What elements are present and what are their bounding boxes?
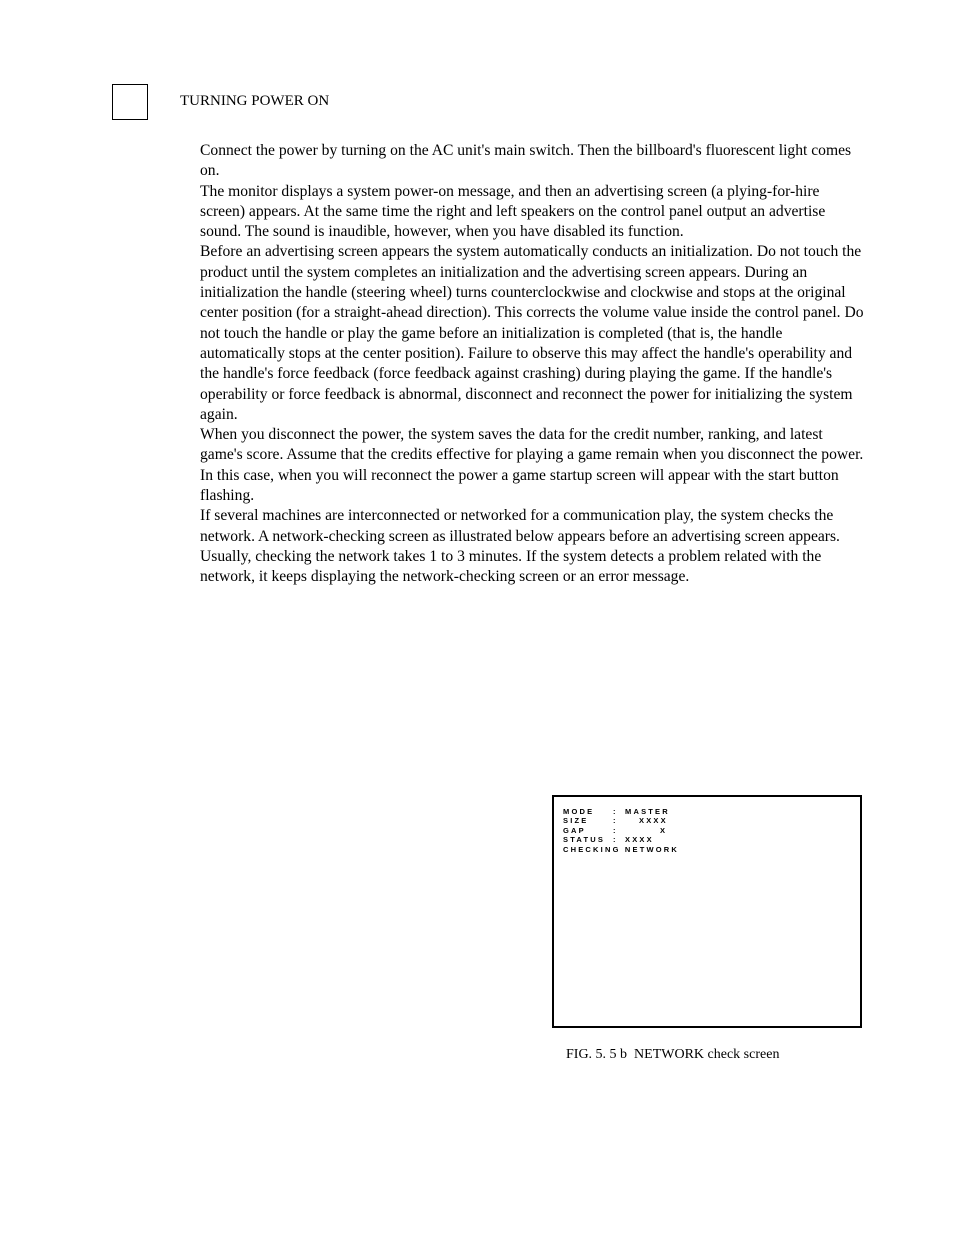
paragraph-advertising-screen: The monitor displays a system power-on message, and then an advertising screen (a plying-for-hire screen) appears. At the same time the right and left speakers on the control panel output an advertise sound. The sound is inaudible, however, when you have disabled its function. [200,182,826,241]
body-text [200,141,866,588]
checking-network-text: CHECKING NETWORK [563,844,680,854]
gap-value: X [660,825,668,835]
section-number-box [112,84,148,120]
status-colon: : [613,835,618,845]
gap-colon: : [613,825,618,835]
network-check-screen [552,795,862,1028]
gap-key: GAP [563,825,586,835]
mode-key: MODE [563,807,595,816]
paragraph-initialization: Before an advertising screen appears the system automatically conducts an initialization. Do not touch the product until the system completes an initialization and the advertising screen appears. During an initialization the handle (steering wheel) turns counterclockwise and clockwise and stops at the original center position (for a straight-ahead direction). This corrects the volume value inside the control panel. Do not touch the handle or play the game before an initialization is completed (that is, the handle automatically stops at the center position). Failure to observe this may affect the handle's operability and the handle's force feedback (force feedback against crashing) during playing the game. If the handle's operability or force feedback is abnormal, disconnect and reconnect the power for initializing the system again. [200,243,864,423]
size-value: XXXX [639,816,668,826]
figure-caption: FIG. 5. 5 b NETWORK check screen [566,1047,780,1062]
size-key: SIZE [563,816,589,826]
paragraph-network-check: If several machines are interconnected or networked for a communication play, the system checks the network. A network-checking screen as illustrated below appears before an advertising screen appears. Usually, checking the network takes 1 to 3 minutes. If the system detects a problem related with the network, it keeps displaying the network-checking screen or an error message. [200,507,840,586]
section-title: TURNING POWER ON [180,93,330,109]
paragraph-power-disconnect: When you disconnect the power, the system saves the data for the credit number, ranking, and latest game's score. Assume that the credits effective for playing a game remain when you disconnect the power. In this case, when you will reconnect the power a game startup screen will appear with the start button flashing. [200,426,864,505]
mode-value: MASTER [625,807,670,816]
status-value: XXXX [625,835,654,845]
mode-colon: : [613,807,618,816]
size-colon: : [613,816,618,826]
paragraph-power-connect: Connect the power by turning on the AC unit's main switch. Then the billboard's fluorescent light comes on. [200,142,852,180]
status-key: STATUS [563,835,606,845]
